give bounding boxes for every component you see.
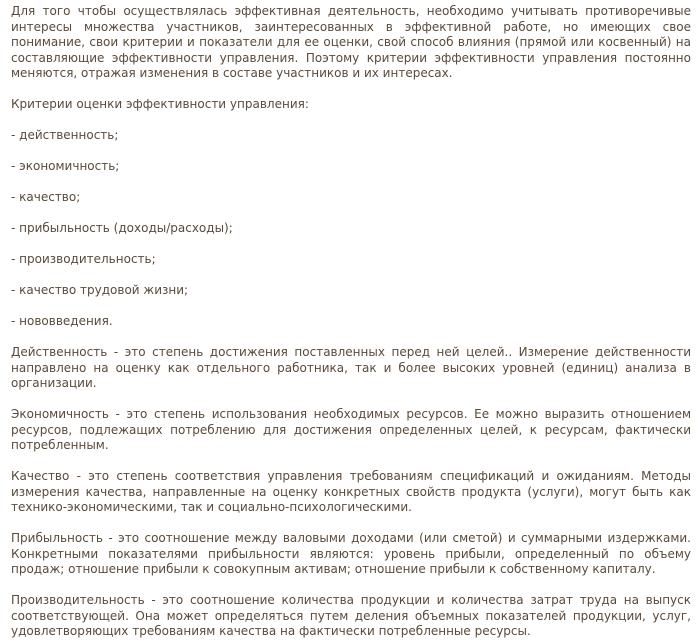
criteria-item: - производительность; [11,252,156,266]
criteria-item: - прибыльность (доходы/расходы); [11,221,233,235]
criteria-item: - действенность; [11,128,119,142]
definition-productivity: Производительность - это соотношение количества продукции и количества затрат труда на выпуск соответствующей. Она может определяться путем деления объемных показателей продукции, услуг, удовлетворяющих требованиям качества на фактически потребленные ресурсы. [11,593,691,638]
criteria-item: - экономичность; [11,159,120,173]
criteria-item: - нововведения. [11,314,113,328]
criteria-item: - качество; [11,190,81,204]
definition-effectiveness: Действенность - это степень достижения поставленных перед ней целей.. Измерение действенности направлено на оценку как отдельного работника, так и более высоких уровней (единиц) анализа в организации. [11,345,691,390]
criteria-heading: Критерии оценки эффективности управления: [11,97,309,111]
intro-paragraph: Для того чтобы осуществлялась эффективная деятельность, необходимо учитывать противоречивые интересы множества участников, заинтересованных в эффективной работе, но имеющих свое понимание, свои критерии и показатели для ее оценки, свой способ влияния (прямой или косвенный) на составляющие эффективности управления. Поэтому критерии эффективности управления постоянно меняются, отражая изменения в составе участников и их интересах. [11,4,691,80]
definition-profitability: Прибыльность - это соотношение между валовыми доходами (или сметой) и суммарными издержками. Конкретными показателями прибыльности являются: уровень прибыли, определенный по объему продаж; отношение прибыли к совокупным активам; отношение прибыли к собственному капиталу. [11,531,691,576]
document-body [11,4,691,640]
definition-quality: Качество - это степень соответствия управления требованиям спецификаций и ожиданиям. Методы измерения качества, направленные на оценку конкретных свойств продукта (услуги), могут быть как технико-экономическими, так и социально-психологическими. [11,469,691,514]
criteria-item: - качество трудовой жизни; [11,283,189,297]
definition-economy: Экономичность - это степень использования необходимых ресурсов. Ее можно выразить отношением ресурсов, подлежащих потреблению для достижения определенных целей, к ресурсам, фактически потребленным. [11,407,691,452]
